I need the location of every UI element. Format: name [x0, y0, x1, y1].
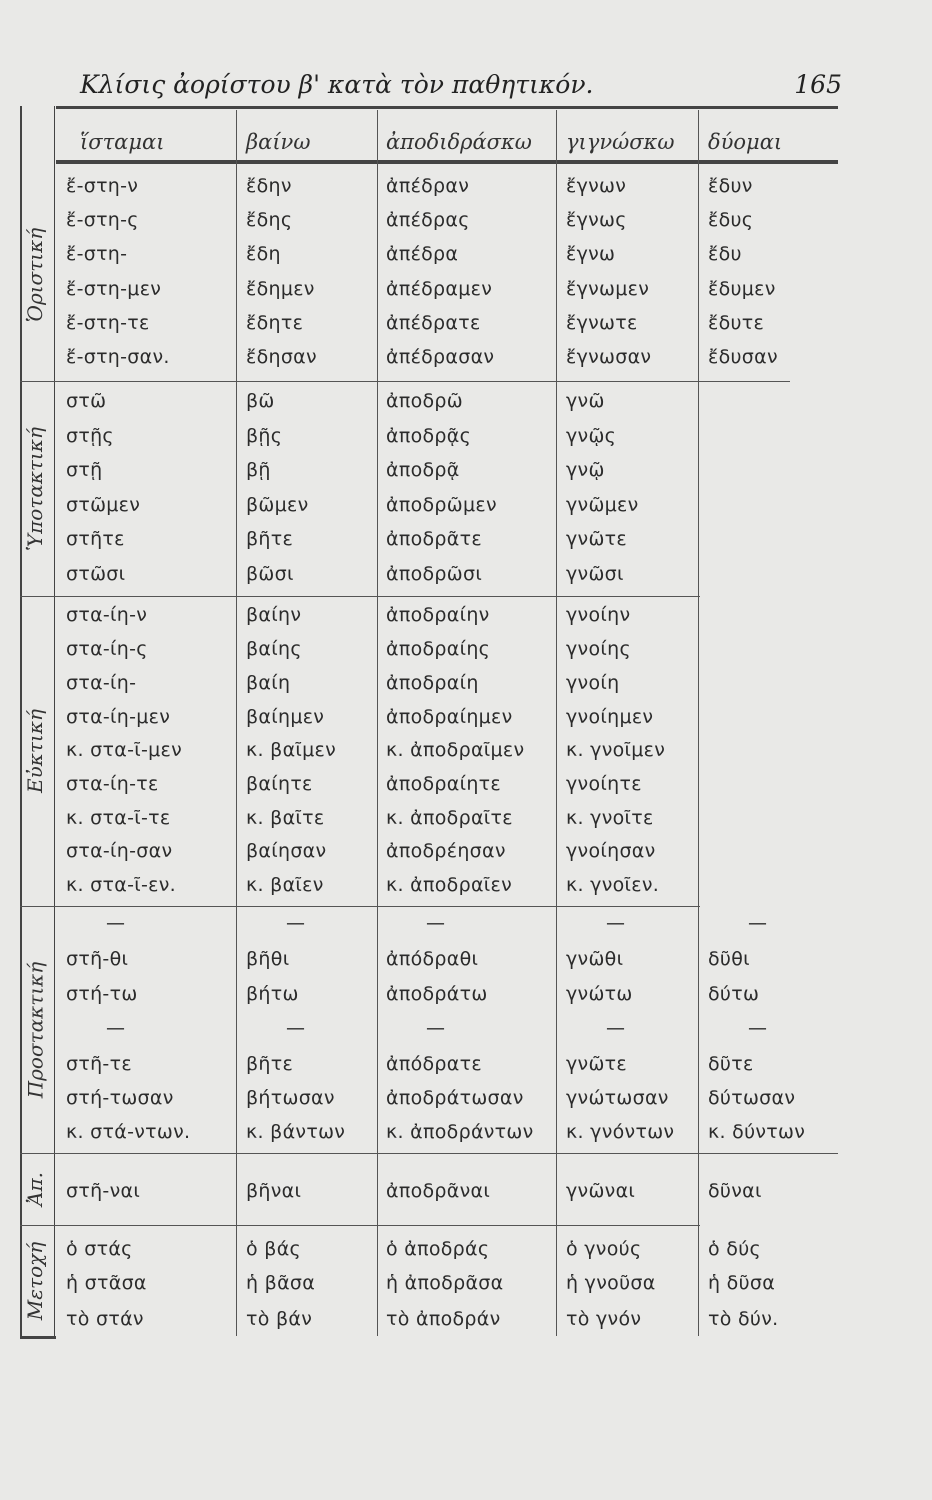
mood-label-indicative: Ὁριστική [23, 227, 48, 323]
table-cell: γνῶσι [566, 563, 624, 585]
table-cell: βαίητε [246, 773, 313, 795]
table-cell: βαίης [246, 638, 302, 660]
table-cell: δῦναι [708, 1180, 762, 1202]
table-cell: στῇ [66, 459, 103, 481]
mood-label-participle: Μετοχή [23, 1241, 48, 1321]
table-cell: ἔγνωμεν [566, 278, 650, 300]
table-cell: ἡ βᾶσα [246, 1272, 316, 1294]
table-cell: — [748, 1017, 768, 1039]
table-cell: κ. ἀποδραῖμεν [386, 739, 525, 761]
table-cell: ἔδυ [708, 243, 742, 265]
table-cell: ἀποδραίης [386, 638, 491, 660]
table-cell: ἀποδράτωσαν [386, 1087, 524, 1109]
column-header-gignosko: γιγνώσκω [566, 130, 675, 154]
table-cell: κ. στα-ῖ-μεν [66, 739, 182, 761]
table-cell: κ. δύντων [708, 1121, 806, 1143]
table-cell: ἔγνωτε [566, 312, 638, 334]
table-cell: ἀποδράτω [386, 983, 488, 1005]
table-cell: ἀποδρᾶτε [386, 528, 482, 550]
table-cell: — [426, 1017, 446, 1039]
table-cell: ἔ-στη-ν [66, 175, 139, 197]
table-cell: βῇς [246, 425, 283, 447]
table-cell: τὸ γνόν [566, 1308, 642, 1330]
table-cell: στῶμεν [66, 494, 141, 516]
table-cell: ἀπέδρατε [386, 312, 481, 334]
mood-label-subjunctive: Ὑποτακτική [23, 427, 48, 551]
table-cell: στα-ίη-μεν [66, 706, 171, 728]
table-cell: κ. γνόντων [566, 1121, 675, 1143]
table-cell: δῦτε [708, 1053, 754, 1075]
table-cell: ἀπέδρα [386, 243, 459, 265]
column-header-dyomai: δύομαι [708, 130, 783, 154]
table-cell: ὁ δύς [708, 1238, 761, 1260]
table-cell: ἀποδραίη [386, 672, 479, 694]
table-cell: τὸ δύν. [708, 1308, 779, 1330]
table-cell: βαίην [246, 604, 302, 626]
header-rule [56, 160, 838, 164]
table-cell: ἀποδρᾷ [386, 459, 460, 481]
table-cell: γνῶθι [566, 948, 624, 970]
page-header-title: Κλίσις ἀορίστου β' κατὰ τὸν παθητικόν. [80, 70, 594, 99]
table-cell: βαίησαν [246, 840, 327, 862]
table-cell: ἀπόδραθι [386, 948, 479, 970]
table-cell: ἔδητε [246, 312, 304, 334]
table-cell: στῆ-θι [66, 948, 129, 970]
table-cell: στῶσι [66, 563, 126, 585]
column-header-baino: βαίνω [246, 130, 311, 154]
table-cell: γνοίημεν [566, 706, 654, 728]
table-cell: ἀπέδρασαν [386, 346, 495, 368]
table-cell: στῇς [66, 425, 114, 447]
table-cell: ἡ στᾶσα [66, 1272, 147, 1294]
page-number: 165 [794, 70, 842, 99]
table-cell: γνῷς [566, 425, 617, 447]
table-cell: ἔγνων [566, 175, 627, 197]
table-cell: στα-ίη-ν [66, 604, 148, 626]
table-cell: γνώτωσαν [566, 1087, 669, 1109]
table-cell: βῇ [246, 459, 271, 481]
table-cell: ἡ γνοῦσα [566, 1272, 656, 1294]
table-cell: κ. στα-ῖ-τε [66, 807, 171, 829]
table-cell: στή-τω [66, 983, 138, 1005]
table-cell: ἀπέδραν [386, 175, 470, 197]
table-cell: ἔγνως [566, 209, 627, 231]
table-cell: βήτω [246, 983, 299, 1005]
table-cell: κ. βάντων [246, 1121, 346, 1143]
table-cell: — [106, 912, 126, 934]
table-cell: γνοίης [566, 638, 631, 660]
table-cell: βῶσι [246, 563, 294, 585]
bottom-rule [20, 1336, 56, 1339]
table-cell: ἀποδρῶμεν [386, 494, 497, 516]
table-cell: κ. γνοῖμεν [566, 739, 666, 761]
table-cell: γνῶναι [566, 1180, 636, 1202]
table-cell: βήτωσαν [246, 1087, 335, 1109]
table-cell: γνοίησαν [566, 840, 656, 862]
table-cell: ἔ-στη-μεν [66, 278, 162, 300]
table-cell: στή-τωσαν [66, 1087, 174, 1109]
table-cell: κ. βαῖμεν [246, 739, 337, 761]
table-cell: στῆ-ναι [66, 1180, 141, 1202]
table-cell: — [106, 1017, 126, 1039]
table-cell: — [286, 1017, 306, 1039]
table-cell: ἔδη [246, 243, 281, 265]
table-cell: στῆ-τε [66, 1053, 132, 1075]
table-cell: ἔ-στη-σαν. [66, 346, 170, 368]
table-cell: ἔδυμεν [708, 278, 776, 300]
column-header-apodidrasko: ἀποδιδράσκω [386, 130, 532, 154]
table-cell: στα-ίη-σαν [66, 840, 173, 862]
table-cell: ἀπέδρας [386, 209, 470, 231]
table-cell: στα-ίη- [66, 672, 137, 694]
table-cell: ἀποδραίημεν [386, 706, 513, 728]
table-cell: ὁ βάς [246, 1238, 301, 1260]
table-cell: ἔ-στη-ς [66, 209, 139, 231]
table-cell: ἔ-στη- [66, 243, 128, 265]
table-cell: ἀποδρῶσι [386, 563, 483, 585]
table-cell: γνώτω [566, 983, 633, 1005]
table-cell: ἔδυν [708, 175, 753, 197]
section-divider-2 [20, 596, 700, 597]
table-cell: ὁ γνούς [566, 1238, 642, 1260]
table-cell: βῆτε [246, 1053, 294, 1075]
table-cell: κ. στά-ντων. [66, 1121, 191, 1143]
section-divider-3 [20, 906, 700, 907]
table-cell: τὸ βάν [246, 1308, 313, 1330]
table-cell: δύτω [708, 983, 760, 1005]
table-cell: ὁ στάς [66, 1238, 133, 1260]
table-cell: ἔδυσαν [708, 346, 778, 368]
table-cell: ἀποδρῶ [386, 390, 463, 412]
table-cell: βαίημεν [246, 706, 325, 728]
table-cell: — [286, 912, 306, 934]
table-cell: ἔδυτε [708, 312, 765, 334]
table-cell: βῶμεν [246, 494, 309, 516]
table-cell: στῶ [66, 390, 107, 412]
section-divider-5 [20, 1225, 700, 1226]
section-divider-1 [20, 381, 790, 382]
table-cell: ἀπέδραμεν [386, 278, 493, 300]
table-cell: στα-ίη-ς [66, 638, 148, 660]
table-cell: τὸ στάν [66, 1308, 144, 1330]
table-cell: βῆθι [246, 948, 290, 970]
table-cell: κ. στα-ῖ-εν. [66, 874, 176, 896]
table-cell: κ. ἀποδραῖτε [386, 807, 513, 829]
table-cell: στῆτε [66, 528, 125, 550]
table-cell: ἀποδραίητε [386, 773, 501, 795]
table-cell: ἔδην [246, 175, 292, 197]
table-cell: ἡ δῦσα [708, 1272, 776, 1294]
table-cell: γνῷ [566, 459, 605, 481]
table-cell: ἔδησαν [246, 346, 317, 368]
table-cell: βαίη [246, 672, 291, 694]
table-cell: — [606, 912, 626, 934]
mood-label-imperative: Προστακτική [23, 961, 47, 1099]
table-cell: — [606, 1017, 626, 1039]
table-cell: βῆτε [246, 528, 294, 550]
table-cell: ἡ ἀποδρᾶσα [386, 1272, 504, 1294]
table-cell: ἔδημεν [246, 278, 315, 300]
table-cell: στα-ίη-τε [66, 773, 159, 795]
table-cell: κ. ἀποδραῖεν [386, 874, 512, 896]
table-cell: βῆναι [246, 1180, 302, 1202]
table-cell: — [426, 912, 446, 934]
column-header-istamai: ἵσταμαι [80, 130, 165, 154]
table-cell: κ. γνοῖεν. [566, 874, 660, 896]
mood-label-infinitive: Ἀπ. [23, 1172, 48, 1206]
table-cell: γνοίη [566, 672, 620, 694]
table-cell: ἀποδραίην [386, 604, 490, 626]
table-cell: γνοίητε [566, 773, 642, 795]
mood-label-optative: Εὐκτική [23, 709, 48, 793]
table-cell: δύτωσαν [708, 1087, 796, 1109]
table-cell: κ. βαῖτε [246, 807, 325, 829]
top-rule [56, 106, 838, 109]
table-cell: ἔδης [246, 209, 293, 231]
table-cell: κ. βαῖεν [246, 874, 324, 896]
table-cell: ἔ-στη-τε [66, 312, 150, 334]
table-cell: ἀπόδρατε [386, 1053, 482, 1075]
section-divider-4 [20, 1153, 838, 1154]
table-cell: ἀποδρᾶναι [386, 1180, 491, 1202]
table-cell: ἔδυς [708, 209, 754, 231]
table-cell: γνῶτε [566, 528, 627, 550]
table-cell: βῶ [246, 390, 275, 412]
table-cell: γνοίην [566, 604, 631, 626]
table-cell: γνῶτε [566, 1053, 627, 1075]
table-cell: γνῶμεν [566, 494, 639, 516]
table-cell: κ. γνοῖτε [566, 807, 654, 829]
table-cell: τὸ ἀποδράν [386, 1308, 501, 1330]
table-cell: ἀποδρᾷς [386, 425, 472, 447]
table-cell: — [748, 912, 768, 934]
table-cell: γνῶ [566, 390, 605, 412]
table-cell: κ. ἀποδράντων [386, 1121, 534, 1143]
table-cell: δῦθι [708, 948, 750, 970]
table-cell: ἀποδρέησαν [386, 840, 506, 862]
table-cell: ὁ ἀποδράς [386, 1238, 490, 1260]
table-cell: ἔγνω [566, 243, 616, 265]
table-cell: ἔγνωσαν [566, 346, 652, 368]
